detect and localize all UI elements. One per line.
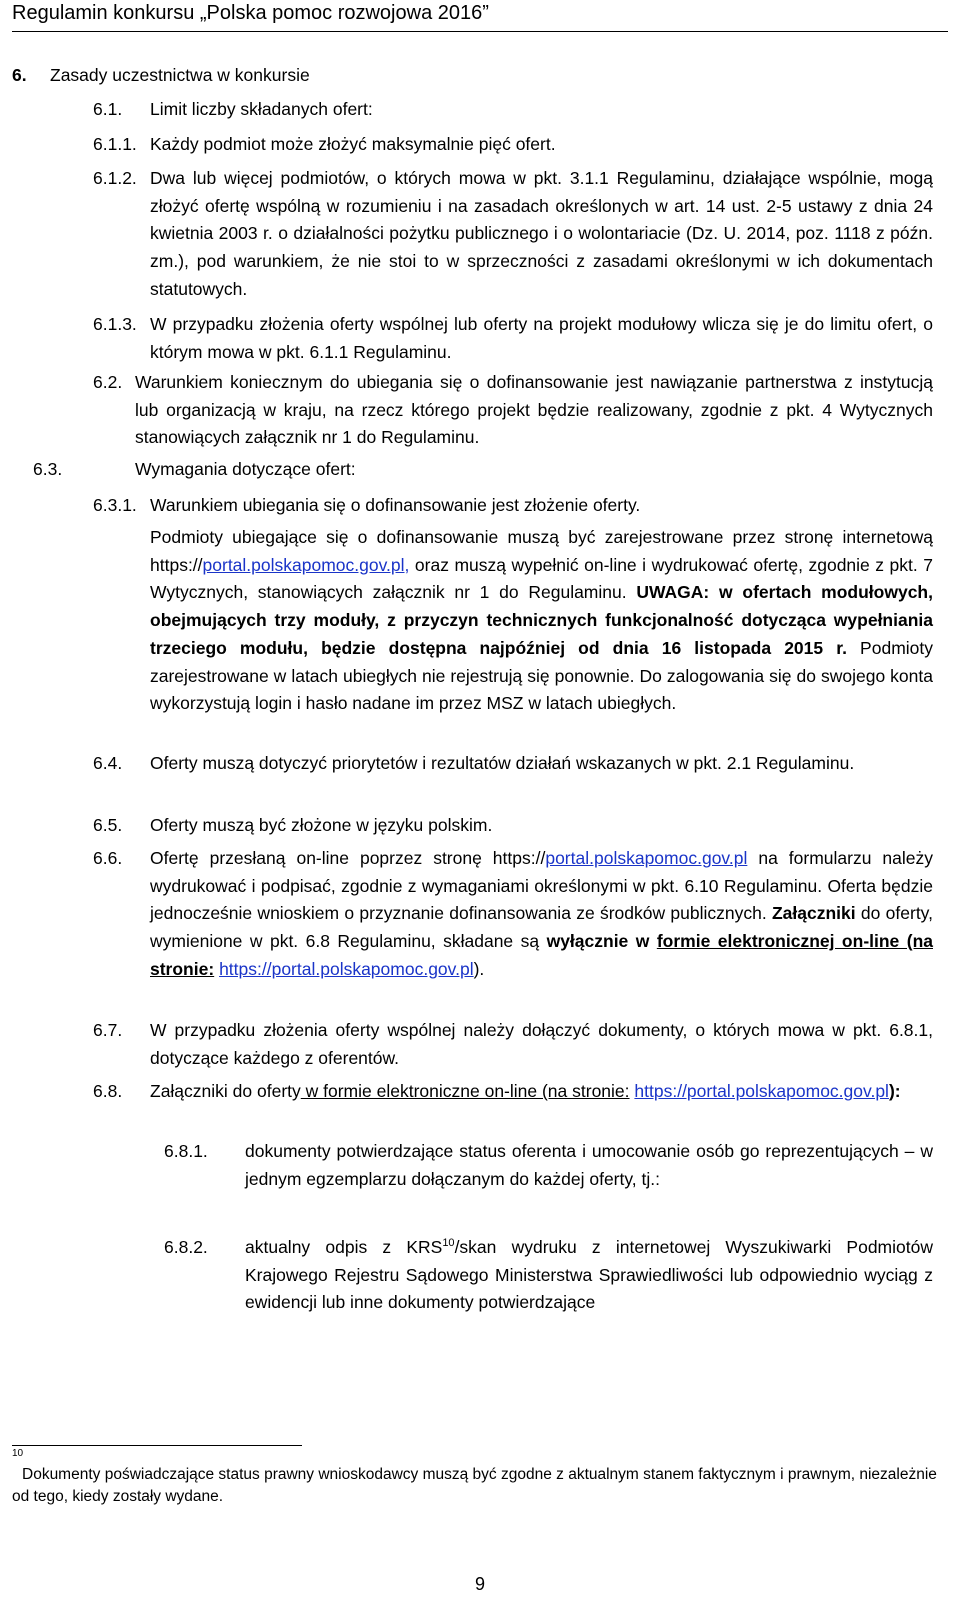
- subsection-text: Załączniki do oferty w formie elektroniczne on-line (na stronie: https://portal.polskapomoc.gov.pl):: [150, 1081, 901, 1101]
- subsection-title: Wymagania dotyczące ofert:: [135, 459, 356, 479]
- page-number: 9: [474, 1574, 485, 1594]
- footnote: 10 Dokumenty poświadczające status prawny wnioskodawcy muszą być zgodne z aktualnym stanem faktycznym i prawnym, niezależnie od tego, kiedy zostały wydane.: [12, 1448, 937, 1505]
- subsection-number: 6.6.: [93, 848, 123, 868]
- subsection-text: Oferty muszą być złożone w języku polskim.: [150, 815, 493, 835]
- subsection-number: 6.2.: [93, 372, 123, 392]
- footnote-text: Dokumenty poświadczające status prawny wnioskodawcy muszą być zgodne z aktualnym stanem faktycznym i prawnym, niezależnie od tego, kiedy zostały wydane.: [12, 1466, 937, 1505]
- item-number: 6.8.1.: [164, 1141, 208, 1161]
- warning-notice: UWAGA: w ofertach modułowych, obejmujących trzy moduły, z przyczyn technicznych funkcjonalność dotycząca wypełniania trzeciego modułu, będzie dostępna najpóźniej od dnia 16 listopada 2015 r.: [150, 582, 933, 658]
- subsection-number: 6.4.: [93, 753, 123, 773]
- portal-link[interactable]: portal.polskapomoc.gov.pl,: [202, 554, 410, 575]
- item-number: 6.8.2.: [164, 1237, 208, 1257]
- footnote-divider: [12, 1445, 302, 1446]
- item-text: W przypadku złożenia oferty wspólnej lub oferty na projekt modułowy wlicza się je do limitu ofert, o którym mowa w pkt. 6.1.1 Regulaminu.: [150, 314, 933, 362]
- portal-link[interactable]: https://portal.polskapomoc.gov.pl: [219, 958, 474, 979]
- footnote-ref[interactable]: 10: [442, 1237, 455, 1250]
- registration-paragraph: Podmioty ubiegające się o dofinansowanie muszą być zarejestrowane przez stronę internetową https://portal.polskapomoc.gov.pl, oraz muszą wypełnić on-line i wydrukować ofertę, zgodnie z pkt. 7 Wytycznych, stanowiących załącznik nr 1 do Regulaminu. UWAGA: w ofertach modułowych, obejmujących trzy moduły, z przyczyn technicznych funkcjonalność dotycząca wypełniania trzeciego modułu, będzie dostępna najpóźniej od dnia 16 listopada 2015 r. Podmioty zarejestrowane w latach ubiegłych nie rejestrują się ponownie. Do zalogowania się do swojego konta wykorzystują login i hasło nadane im przez MSZ w latach ubiegłych.: [150, 527, 934, 714]
- item-number: 6.1.3.: [93, 314, 137, 334]
- portal-link[interactable]: portal.polskapomoc.gov.pl: [545, 848, 748, 868]
- subsection-text: Ofertę przesłaną on-line poprzez stronę https://portal.polskapomoc.gov.pl na formularzu należy wydrukować i podpisać, zgodnie z wymaganiami określonymi w pkt. 6.10 Regulaminu. Oferta będzie jednocześnie wnioskiem o przyznanie dofinansowania ze środków publicznych. Załączniki do oferty, wymienione w pkt. 6.8 Regulaminu, składane są wyłącznie w formie elektronicznej on-line (na stronie: https://portal.polskapomoc.gov.pl).: [150, 848, 933, 979]
- subsection-title: Limit liczby składanych ofert:: [150, 99, 373, 119]
- section-number: 6.: [12, 65, 27, 85]
- item-text: Warunkiem ubiegania się o dofinansowanie jest złożenie oferty.: [150, 495, 641, 515]
- subsection-number: 6.3.: [33, 459, 63, 479]
- item-number: 6.1.2.: [93, 168, 137, 188]
- subsection-text: Warunkiem koniecznym do ubiegania się o dofinansowanie jest nawiązanie partnerstwa z instytucją lub organizacją w kraju, na rzecz którego projekt będzie realizowany, zgodnie z pkt. 4 Wytycznych stanowiących załącznik nr 1 do Regulaminu.: [135, 372, 933, 448]
- item-number: 6.3.1.: [93, 495, 137, 515]
- section-title: Zasady uczestnictwa w konkursie: [50, 65, 310, 85]
- subsection-number: 6.1.: [93, 99, 123, 119]
- subsection-text: W przypadku złożenia oferty wspólnej należy dołączyć dokumenty, o których mowa w pkt. 6.8.1, dotyczące każdego z oferentów.: [150, 1020, 933, 1068]
- subsection-number: 6.5.: [93, 815, 123, 835]
- portal-link[interactable]: https://portal.polskapomoc.gov.pl: [634, 1081, 889, 1101]
- item-text: Każdy podmiot może złożyć maksymalnie pięć ofert.: [150, 134, 556, 154]
- subsection-number: 6.8.: [93, 1081, 123, 1101]
- subsection-text: Oferty muszą dotyczyć priorytetów i rezultatów działań wskazanych w pkt. 2.1 Regulaminu.: [150, 753, 855, 773]
- item-number: 6.1.1.: [93, 134, 137, 154]
- item-text: Dwa lub więcej podmiotów, o których mowa w pkt. 3.1.1 Regulaminu, działające wspólnie, mogą złożyć ofertę wspólną w rozumieniu i na zasadach określonych w art. 14 ust. 2-5 ustawy z dnia 24 kwietnia 2003 r. o działalności pożytku publicznego i o wolontariacie (Dz. U. 2014, poz. 1118 z późn. zm.), pod warunkiem, że nie stoi to w sprzeczności z zasadami określonymi w ich dokumentach statutowych.: [150, 168, 933, 299]
- page-header: Regulamin konkursu „Polska pomoc rozwojowa 2016”: [12, 2, 948, 32]
- item-text: aktualny odpis z KRS$^{10}$/skan wydruku z internetowej Wyszukiwarki Podmiotów Krajowego Rejestru Sądowego Ministerstwa Sprawiedliwości lub odpowiednio wyciąg z ewidencji lub inne dokumenty potwierdzające: [245, 1237, 933, 1313]
- item-text: dokumenty potwierdzające status oferenta i umocowanie osób go reprezentujących – w jednym egzemplarzu dołączanym do każdej oferty, tj.:: [245, 1141, 933, 1189]
- subsection-number: 6.7.: [93, 1020, 123, 1040]
